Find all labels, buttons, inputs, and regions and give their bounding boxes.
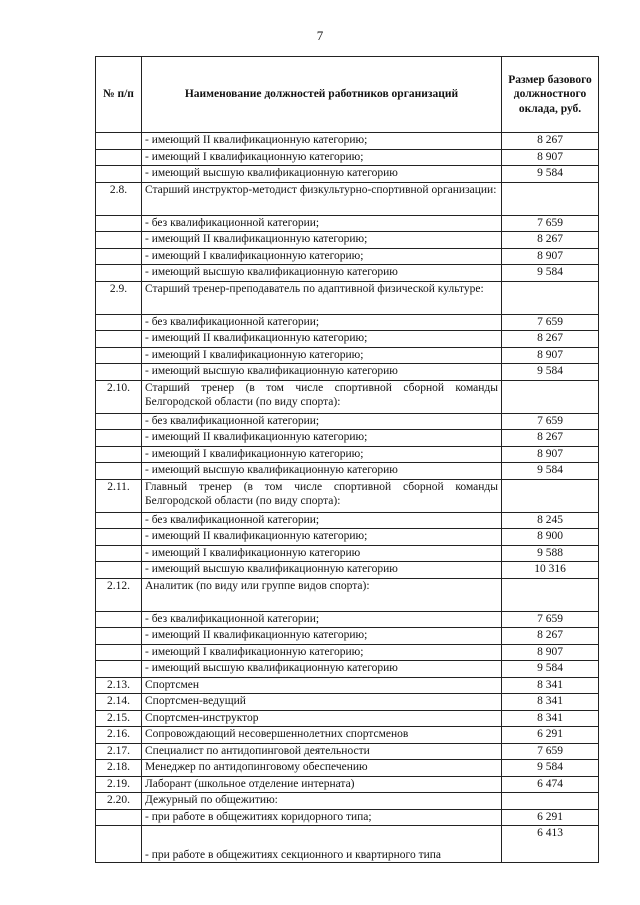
row-number [96,149,142,166]
position-name: - без квалификационной категории; [142,215,502,232]
table-row [96,331,599,348]
table-row [96,413,599,430]
position-name: - имеющий II квалификационную категорию; [142,430,502,447]
table-row [96,776,599,793]
table-header-row [96,57,599,133]
position-name: - без квалификационной категории; [142,611,502,628]
position-name: - при работе в общежитиях секционного и квартирного типа [142,826,502,863]
position-name: - имеющий высшую квалификационную категорию [142,166,502,183]
salary-value: 8 907 [502,149,599,166]
position-name: - имеющий I квалификационную категорию [142,545,502,562]
row-number: 2.11. [96,479,142,512]
salary-value: 8 267 [502,430,599,447]
table-row [96,281,599,314]
position-name: Менеджер по антидопинговому обеспечению [142,760,502,777]
table-row [96,826,599,863]
table-row [96,232,599,249]
table-row [96,661,599,678]
position-name: Старший тренер (в том числе спортивной сборной команды Белгородской области (по виду спорта): [142,380,502,413]
salary-value: 6 413 [502,826,599,863]
position-name: - имеющий II квалификационную категорию; [142,331,502,348]
row-number [96,644,142,661]
table-row [96,314,599,331]
row-number: 2.8. [96,182,142,215]
table-row [96,215,599,232]
row-number [96,413,142,430]
table-row [96,512,599,529]
position-name: Главный тренер (в том числе спортивной сборной команды Белгородской области (по виду спорта): [142,479,502,512]
row-number [96,463,142,480]
table-row [96,760,599,777]
page-number: 7 [316,28,324,43]
salary-value: 8 267 [502,133,599,150]
row-number [96,265,142,282]
position-name: - имеющий высшую квалификационную категорию [142,265,502,282]
salary-value: 8 907 [502,248,599,265]
row-number [96,562,142,579]
position-name: Аналитик (по виду или группе видов спорта): [142,578,502,611]
row-number [96,446,142,463]
salary-value: 10 316 [502,562,599,579]
table-row [96,479,599,512]
position-name: - имеющий I квалификационную категорию; [142,347,502,364]
row-number [96,364,142,381]
row-number: 2.19. [96,776,142,793]
header-value: Размер базового должностного оклада, руб. [502,57,599,133]
position-name: - имеющий I квалификационную категорию; [142,149,502,166]
row-number: 2.13. [96,677,142,694]
table-row [96,710,599,727]
row-number [96,248,142,265]
table-row [96,430,599,447]
row-number [96,529,142,546]
row-number: 2.20. [96,793,142,810]
salary-value: 8 907 [502,446,599,463]
position-name: - без квалификационной категории; [142,314,502,331]
salary-value: 9 584 [502,166,599,183]
position-name: - без квалификационной категории; [142,413,502,430]
salary-value: 7 659 [502,215,599,232]
row-number [96,809,142,826]
position-name: - имеющий II квалификационную категорию; [142,133,502,150]
row-number: 2.9. [96,281,142,314]
salary-value: 8 341 [502,677,599,694]
salary-value [502,182,599,215]
salary-value: 8 341 [502,710,599,727]
table-row [96,265,599,282]
table-row [96,545,599,562]
table-row [96,446,599,463]
salary-value: 8 900 [502,529,599,546]
table-row [96,578,599,611]
row-number [96,430,142,447]
table-row [96,793,599,810]
position-name: - имеющий высшую квалификационную категорию [142,463,502,480]
position-name: Спортсмен-инструктор [142,710,502,727]
salary-value: 9 584 [502,364,599,381]
position-name: - имеющий I квалификационную категорию; [142,446,502,463]
salary-value: 8 907 [502,644,599,661]
salary-value: 9 584 [502,760,599,777]
salary-table [95,56,599,863]
table-row [96,677,599,694]
header-num: № п/п [96,57,142,133]
row-number [96,611,142,628]
position-name: - имеющий II квалификационную категорию; [142,628,502,645]
row-number: 2.10. [96,380,142,413]
salary-value: 6 291 [502,809,599,826]
row-number [96,314,142,331]
salary-value: 9 588 [502,545,599,562]
table-row [96,380,599,413]
row-number: 2.18. [96,760,142,777]
position-name: - имеющий II квалификационную категорию; [142,529,502,546]
table-row [96,529,599,546]
position-name: Дежурный по общежитию: [142,793,502,810]
table-row [96,743,599,760]
salary-value [502,479,599,512]
position-name: - имеющий высшую квалификационную категорию [142,364,502,381]
table-row [96,248,599,265]
salary-value: 7 659 [502,743,599,760]
row-number [96,331,142,348]
table-row [96,644,599,661]
salary-value: 9 584 [502,463,599,480]
salary-value: 8 267 [502,331,599,348]
salary-value: 8 907 [502,347,599,364]
salary-value [502,578,599,611]
position-name: Сопровождающий несовершеннолетних спортсменов [142,727,502,744]
row-number [96,512,142,529]
position-name: - имеющий высшую квалификационную категорию [142,562,502,579]
salary-value: 6 474 [502,776,599,793]
salary-value [502,281,599,314]
salary-value: 8 267 [502,628,599,645]
table-row [96,347,599,364]
row-number: 2.15. [96,710,142,727]
table-row [96,149,599,166]
position-name: Спортсмен-ведущий [142,694,502,711]
salary-value: 9 584 [502,265,599,282]
row-number [96,215,142,232]
position-name: Спортсмен [142,677,502,694]
position-name: - при работе в общежитиях коридорного типа; [142,809,502,826]
header-name: Наименование должностей работников организаций [142,57,502,133]
table-row [96,611,599,628]
position-name: - имеющий высшую квалификационную категорию [142,661,502,678]
salary-value: 7 659 [502,611,599,628]
row-number: 2.17. [96,743,142,760]
salary-value: 7 659 [502,413,599,430]
salary-value: 7 659 [502,314,599,331]
row-number [96,545,142,562]
table-row [96,727,599,744]
position-name: - без квалификационной категории; [142,512,502,529]
table-row [96,133,599,150]
position-name: - имеющий I квалификационную категорию; [142,248,502,265]
salary-value: 8 341 [502,694,599,711]
row-number: 2.12. [96,578,142,611]
salary-value: 8 245 [502,512,599,529]
table-row [96,809,599,826]
salary-value: 6 291 [502,727,599,744]
row-number [96,826,142,863]
row-number [96,166,142,183]
table-row [96,364,599,381]
position-name: Лаборант (школьное отделение интерната) [142,776,502,793]
position-name: Старший инструктор-методист физкультурно-спортивной организации: [142,182,502,215]
table-row [96,562,599,579]
position-name: Специалист по антидопинговой деятельности [142,743,502,760]
table-body [96,133,599,863]
row-number [96,347,142,364]
salary-value: 8 267 [502,232,599,249]
position-name: - имеющий II квалификационную категорию; [142,232,502,249]
row-number: 2.14. [96,694,142,711]
row-number [96,133,142,150]
salary-value [502,380,599,413]
table-row [96,166,599,183]
table-row [96,463,599,480]
row-number [96,628,142,645]
salary-value [502,793,599,810]
table-row [96,694,599,711]
position-name: Старший тренер-преподаватель по адаптивной физической культуре: [142,281,502,314]
table-row [96,182,599,215]
table-row [96,628,599,645]
salary-value: 9 584 [502,661,599,678]
position-name: - имеющий I квалификационную категорию; [142,644,502,661]
row-number: 2.16. [96,727,142,744]
row-number [96,232,142,249]
row-number [96,661,142,678]
